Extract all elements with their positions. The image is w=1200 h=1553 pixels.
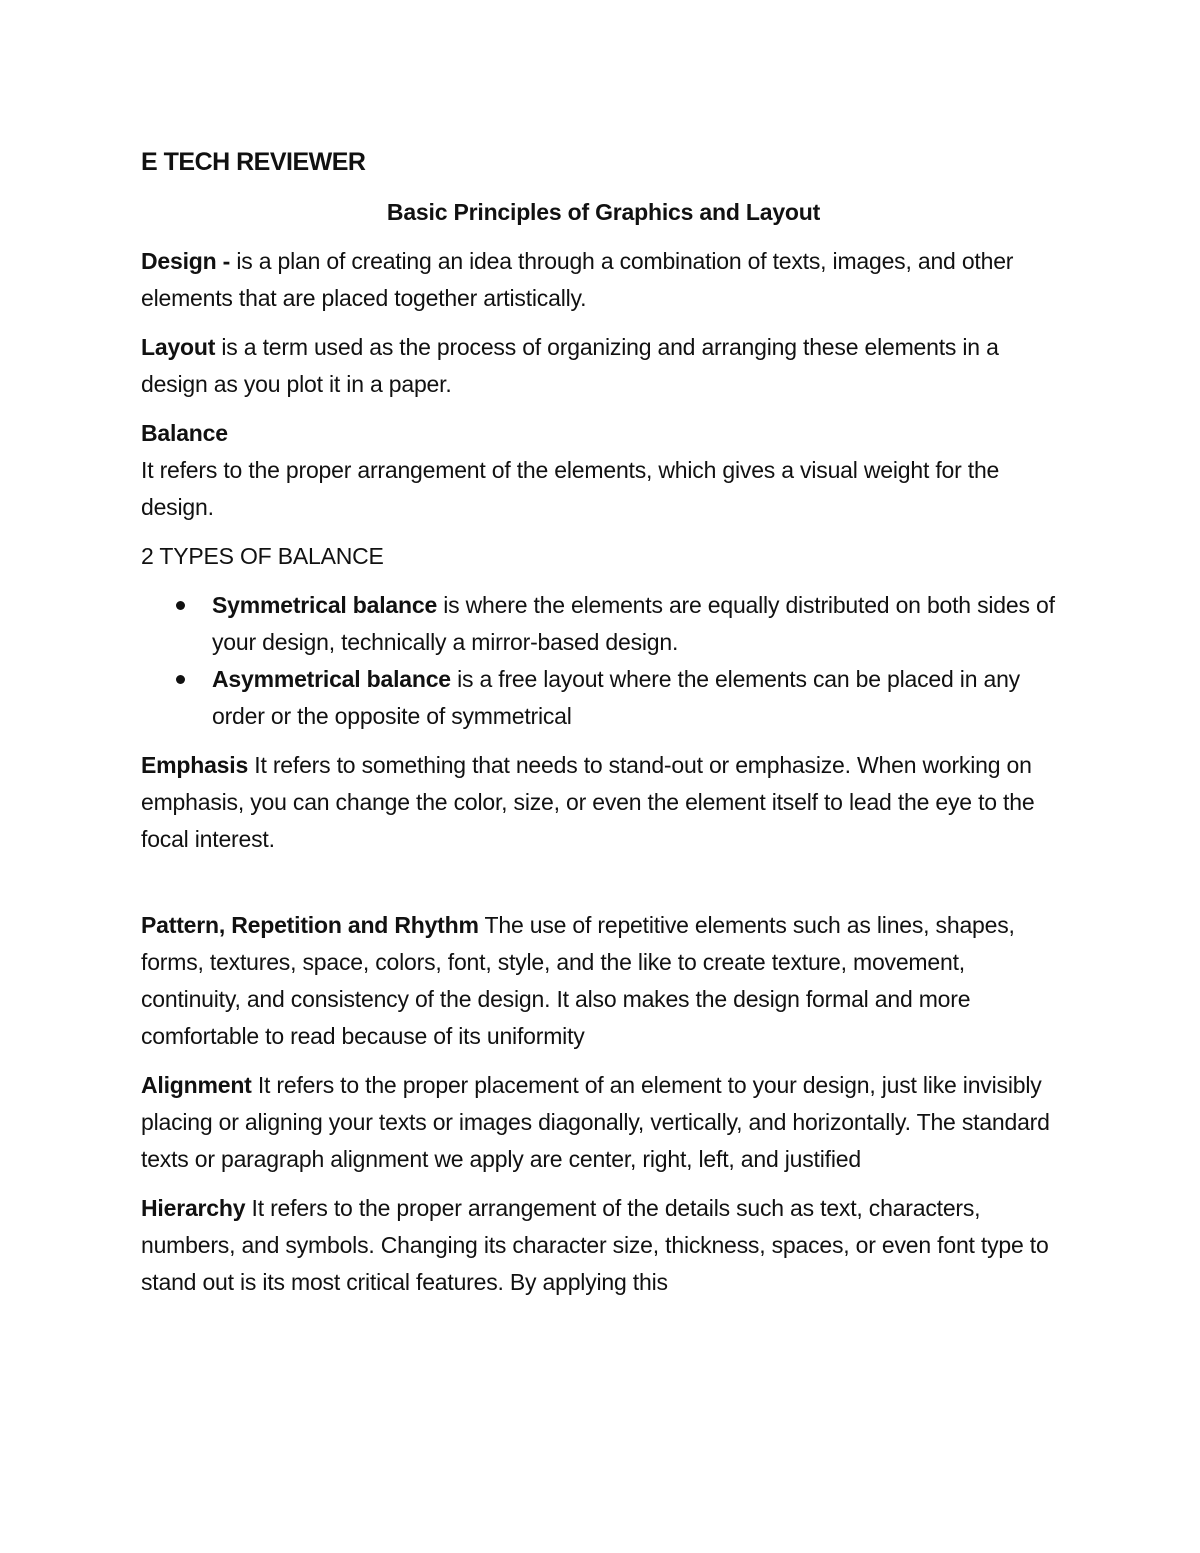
- balance-paragraph: [141, 415, 1066, 526]
- hierarchy-term: Hierarchy: [141, 1195, 246, 1221]
- list-item: [212, 661, 1066, 735]
- document-page: [141, 140, 1066, 1313]
- hierarchy-paragraph: [141, 1190, 1066, 1301]
- design-paragraph: [141, 243, 1066, 317]
- pattern-text: The use of repetitive elements such as lines, shapes, forms, textures, space, colors, font, style, and the like to create texture, movement, continuity, and consistency of the design. It also makes the design formal and more comfortable to read because of its uniformity: [141, 912, 1015, 1049]
- balance-term: Balance: [141, 420, 228, 446]
- alignment-term: Alignment: [141, 1072, 252, 1098]
- layout-term: Layout: [141, 334, 216, 360]
- pattern-term: Pattern, Repetition and Rhythm: [141, 912, 479, 938]
- layout-paragraph: [141, 329, 1066, 403]
- emphasis-term: Emphasis: [141, 752, 249, 778]
- document-title: E TECH REVIEWER: [141, 148, 366, 176]
- symmetrical-term: Symmetrical balance: [212, 592, 438, 618]
- emphasis-paragraph: [141, 747, 1066, 858]
- alignment-paragraph: [141, 1067, 1066, 1178]
- alignment-text: It refers to the proper placement of an element to your design, just like invisibly placing or aligning your texts or images diagonally, vertically, and horizontally. The standard texts or paragraph alignment we apply are center, right, left, and justified: [141, 1072, 1050, 1172]
- balance-types-heading: 2 TYPES OF BALANCE: [141, 543, 384, 569]
- bullet-icon: [176, 601, 185, 610]
- asymmetrical-term: Asymmetrical balance: [212, 666, 451, 692]
- section-heading: Basic Principles of Graphics and Layout: [386, 199, 821, 225]
- design-text: is a plan of creating an idea through a combination of texts, images, and other elements that are placed together artistically.: [141, 248, 1014, 311]
- list-item: [212, 587, 1066, 661]
- blank-line: [141, 870, 1066, 907]
- symmetrical-text: is where the elements are equally distributed on both sides of your design, technically a mirror-based design.: [212, 592, 1055, 655]
- design-term: Design -: [141, 248, 231, 274]
- balance-text: It refers to the proper arrangement of the elements, which gives a visual weight for the design.: [141, 457, 1000, 520]
- asymmetrical-text: is a free layout where the elements can be placed in any order or the opposite of symmetrical: [212, 666, 1020, 729]
- layout-text: is a term used as the process of organizing and arranging these elements in a design as you plot it in a paper.: [141, 334, 999, 397]
- bullet-icon: [176, 675, 185, 684]
- hierarchy-text: It refers to the proper arrangement of the details such as text, characters, numbers, and symbols. Changing its character size, thickness, spaces, or even font type to stand out is its most critical features. By applying this: [141, 1195, 1049, 1295]
- emphasis-text: It refers to something that needs to stand-out or emphasize. When working on emphasis, you can change the color, size, or even the element itself to lead the eye to the focal interest.: [141, 752, 1035, 852]
- balance-types-list: [141, 587, 1066, 735]
- pattern-paragraph: [141, 907, 1066, 1055]
